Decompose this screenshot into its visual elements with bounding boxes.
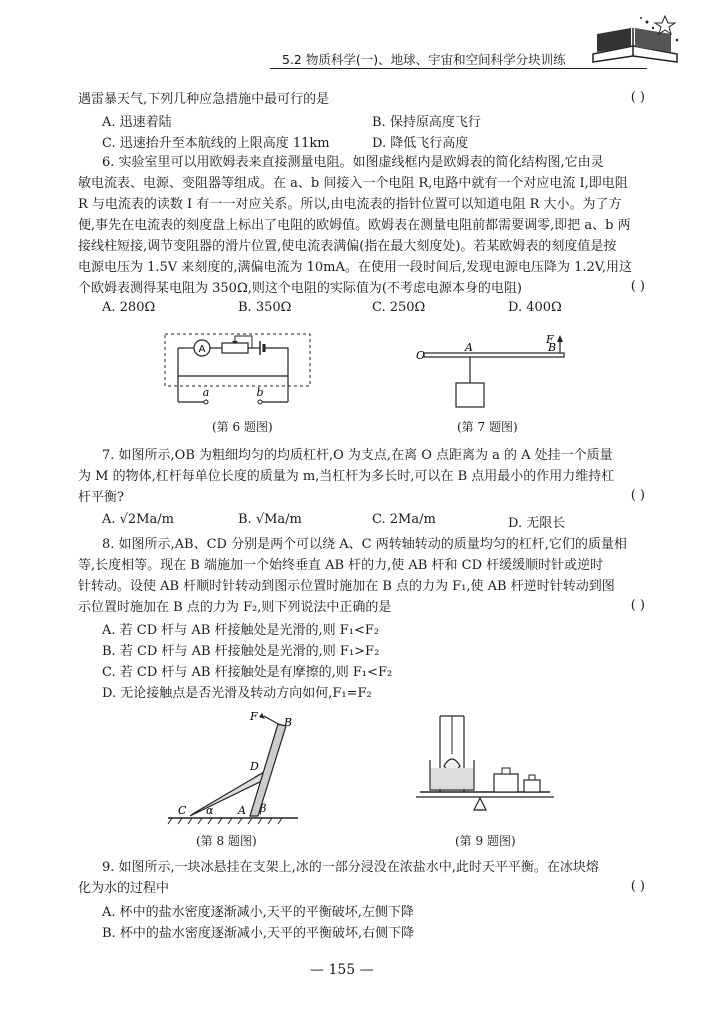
q5-stem: 遇雷暴天气,下列几种应急措施中最可行的是 <box>78 92 330 107</box>
running-header: 5.2 物质科学(一)、地球、宇宙和空间科学分块训练 <box>282 52 566 67</box>
figure-6-ohmmeter-circuit <box>160 330 320 410</box>
q6-line: 敏电流表、电源、变阻器等组成。在 a、b 间接入一个电阻 R,电路中就有一个对应电流 I,即电阻 <box>78 176 628 191</box>
q5-option-d: D. 降低飞行高度 <box>372 136 469 151</box>
q7-option-a: A. √2Ma/m <box>102 512 174 527</box>
q5-option-b: B. 保持原高度飞行 <box>372 115 481 130</box>
label-alpha: α <box>206 804 214 817</box>
label-d: D <box>250 760 259 773</box>
q8-line: 针转动。设使 AB 杆顺时针转动到图示位置时施加在 B 点的力为 F₁,使 AB 杆逆时针转动到图 <box>78 579 615 594</box>
q7-line: 7. 如图所示,OB 为粗细均匀的均质杠杆,O 为支点,在离 O 点距离为 a 的 A 处挂一个质量 <box>102 448 613 463</box>
q9-line: 化为水的过程中 <box>78 881 170 896</box>
q6-option-b: B. 350Ω <box>238 300 292 315</box>
terminal-a-label: a <box>202 386 210 399</box>
q8-line: 等,长度相等。现在 B 端施加一个始终垂直 AB 杆的力,使 AB 杆和 CD 杆缓缓顺时针或逆时 <box>78 558 604 573</box>
q6-line: 6. 实验室里可以用欧姆表来直接测量电阻。如图虚线框内是欧姆表的简化结构图,它由灵 <box>102 155 604 170</box>
page-number: — 155 — <box>310 962 374 978</box>
q8-option-a: A. 若 CD 杆与 AB 杆接触处是光滑的,则 F₁<F₂ <box>102 623 380 638</box>
q5-option-a: A. 迅速着陆 <box>102 115 172 130</box>
point-o-label: O <box>416 349 426 362</box>
q6-line: R 与电流表的读数 I 有一一对应关系。所以,由电流表的指针位置可以知道电阻 R 大小。为了方 <box>78 197 622 212</box>
q7-line: 为 M 的物体,杠杆每单位长度的质量为 m,当杠杆为多长时,可以在 B 点用最小的作用力维持杠 <box>78 469 615 484</box>
q8-option-c: C. 若 CD 杆与 AB 杆接触处是有摩擦的,则 F₁<F₂ <box>102 665 393 680</box>
point-b-label: B <box>548 341 557 354</box>
q8-answer-bracket: ( ) <box>630 598 645 613</box>
terminal-b-label: b <box>256 386 264 399</box>
figure-9-balance <box>410 714 560 824</box>
q8-option-d: D. 无论接触点是否光滑及转动方向如何,F₁=F₂ <box>102 686 372 701</box>
figure-8-rods <box>168 712 308 832</box>
q8-line: 8. 如图所示,AB、CD 分别是两个可以绕 A、C 两转轴转动的质量均匀的杠杆,它们的质量相 <box>102 537 627 552</box>
q5-answer-bracket: ( ) <box>630 90 645 105</box>
q7-option-c: C. 2Ma/m <box>372 512 436 527</box>
q8-line: 示位置时施加在 B 点的力为 F₂,则下列说法中正确的是 <box>78 600 392 615</box>
figure-7-lever <box>410 335 580 415</box>
books-logo-icon <box>585 14 685 64</box>
label-f: F <box>250 710 258 723</box>
label-beta: β <box>260 802 267 815</box>
q6-answer-bracket: ( ) <box>630 279 645 294</box>
q6-line: 接线柱短接,调节变阻器的滑片位置,使电流表满偏(指在最大刻度处)。若某欧姆表的刻度值是按 <box>78 239 617 254</box>
q6-option-c: C. 250Ω <box>372 300 426 315</box>
ammeter-label: A <box>198 344 206 355</box>
q9-option-b: B. 杯中的盐水密度逐渐减小,天平的平衡破坏,右侧下降 <box>102 926 415 941</box>
q6-option-d: D. 400Ω <box>508 300 562 315</box>
figure-9-caption: (第 9 题图) <box>455 834 516 848</box>
label-b: B <box>284 716 293 729</box>
q7-option-b: B. √Ma/m <box>238 512 302 527</box>
q6-line: 便,事先在电流表的刻度盘上标出了电阻的欧姆值。欧姆表在测量电阻前都需要调零,即把 a、b 两 <box>78 218 631 233</box>
q7-answer-bracket: ( ) <box>630 488 645 503</box>
q9-option-a: A. 杯中的盐水密度逐渐减小,天平的平衡破坏,左侧下降 <box>102 905 414 920</box>
label-c: C <box>178 804 187 817</box>
q9-line: 9. 如图所示,一块冰悬挂在支架上,冰的一部分浸没在浓盐水中,此时天平平衡。在冰块熔 <box>102 860 599 875</box>
point-a-label: A <box>465 341 473 354</box>
header-rule <box>270 68 647 69</box>
q6-option-a: A. 280Ω <box>102 300 156 315</box>
label-a: A <box>238 804 246 817</box>
q9-answer-bracket: ( ) <box>630 879 645 894</box>
q7-line: 杆平衡? <box>78 490 124 505</box>
q5-option-c: C. 迅速抬升至本航线的上限高度 11km <box>102 136 330 151</box>
figure-7-caption: (第 7 题图) <box>457 420 518 434</box>
q6-line: 电源电压为 1.5V 来刻度的,满偏电流为 10mA。在使用一段时间后,发现电源电压降为 1.2V,用这 <box>78 260 633 275</box>
q7-option-d: D. 无限长 <box>508 516 566 531</box>
figure-8-caption: (第 8 题图) <box>196 834 257 848</box>
q6-line: 个欧姆表测得某电阻为 350Ω,则这个电阻的实际值为(不考虑电源本身的电阻) <box>78 281 522 296</box>
force-f-label: F <box>546 333 554 346</box>
q8-option-b: B. 若 CD 杆与 AB 杆接触处是光滑的,则 F₁>F₂ <box>102 644 380 659</box>
figure-6-caption: (第 6 题图) <box>212 420 273 434</box>
